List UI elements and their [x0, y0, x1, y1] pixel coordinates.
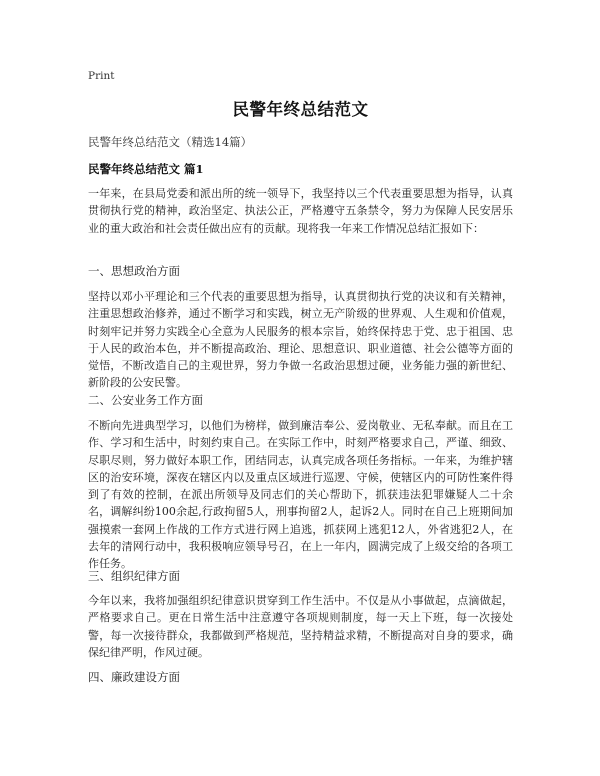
document-subtitle: 民警年终总结范文（精选14篇）: [88, 135, 253, 149]
print-link[interactable]: Print: [88, 70, 115, 82]
section-heading-integrity: 四、廉政建设方面: [88, 670, 180, 684]
politics-paragraph: 坚持以邓小平理论和三个代表的重要思想为指导，认真贯彻执行党的决议和有关精神，注重思想政治修养，通过不断学习和实践，树立无产阶级的世界观、人生观和价值观，时刻牢记并努力实践全心全意为人民服务的根本宗旨，始终保持忠于党、忠于祖国、忠于人民的政治本色，并不断提高政治、理论、思想意识、职业道德、社会公德等方面的觉悟，不断改造自己的主观世界，努力争做一名政治思想过硬，业务能力强的新世纪、新阶段的公安民警。: [88, 290, 513, 390]
document-title: 民警年终总结范文: [232, 100, 369, 119]
discipline-paragraph: 今年以来，我将加强组织纪律意识贯穿到工作生活中。不仅是从小事做起，点滴做起，严格要求自己。更在日常生活中注意遵守各项规则制度，每一天上下班，每一次接处警，每一次接待群众，我都做到严格规范，坚持精益求精，不断提高对自身的要求，确保纪律严明，作风过硬。: [88, 594, 513, 659]
section-heading-discipline: 三、组织纪律方面: [88, 569, 180, 583]
section-heading-politics: 一、思想政治方面: [88, 264, 180, 278]
intro-paragraph: 一年来，在县局党委和派出所的统一领导下，我坚持以三个代表重要思想为指导，认真贯彻执行党的精神，政治坚定、执法公正，严格遵守五条禁令，努力为保障人民安居乐业的重大政治和社会责任做出应有的贡献。现将我一年来工作情况总结汇报如下：: [88, 187, 513, 235]
police-work-paragraph: 不断向先进典型学习，以他们为榜样，做到廉洁奉公、爱岗敬业、无私奉献。而且在工作、学习和生活中，时刻约束自己。在实际工作中，时刻严格要求自己，严谨、细致、尽职尽则，努力做好本职工作，团结同志，认真完成各项任务指标。一年来，为维护辖区的治安环境，深夜在辖区内以及重点区域进行巡逻、守候，使辖区内的可防性案件得到了有效的控制，在派出所领导及同志们的关心帮助下，抓获违法犯罪嫌疑人二十余名，调解纠纷100余起,行政拘留5人，刑事拘留2人，起诉2人。同时在自己上班期间加强摸索一套网上作战的工作方式进行网上追逃，抓获网上逃犯12人，外省逃犯2人，在去年的清网行动中，我积极响应领导号召，在上一年内，圆满完成了上级交给的各项工作任务。: [88, 419, 513, 571]
article-heading: 民警年终总结范文 篇1: [88, 162, 204, 176]
section-heading-police-work: 二、公安业务工作方面: [88, 393, 203, 407]
